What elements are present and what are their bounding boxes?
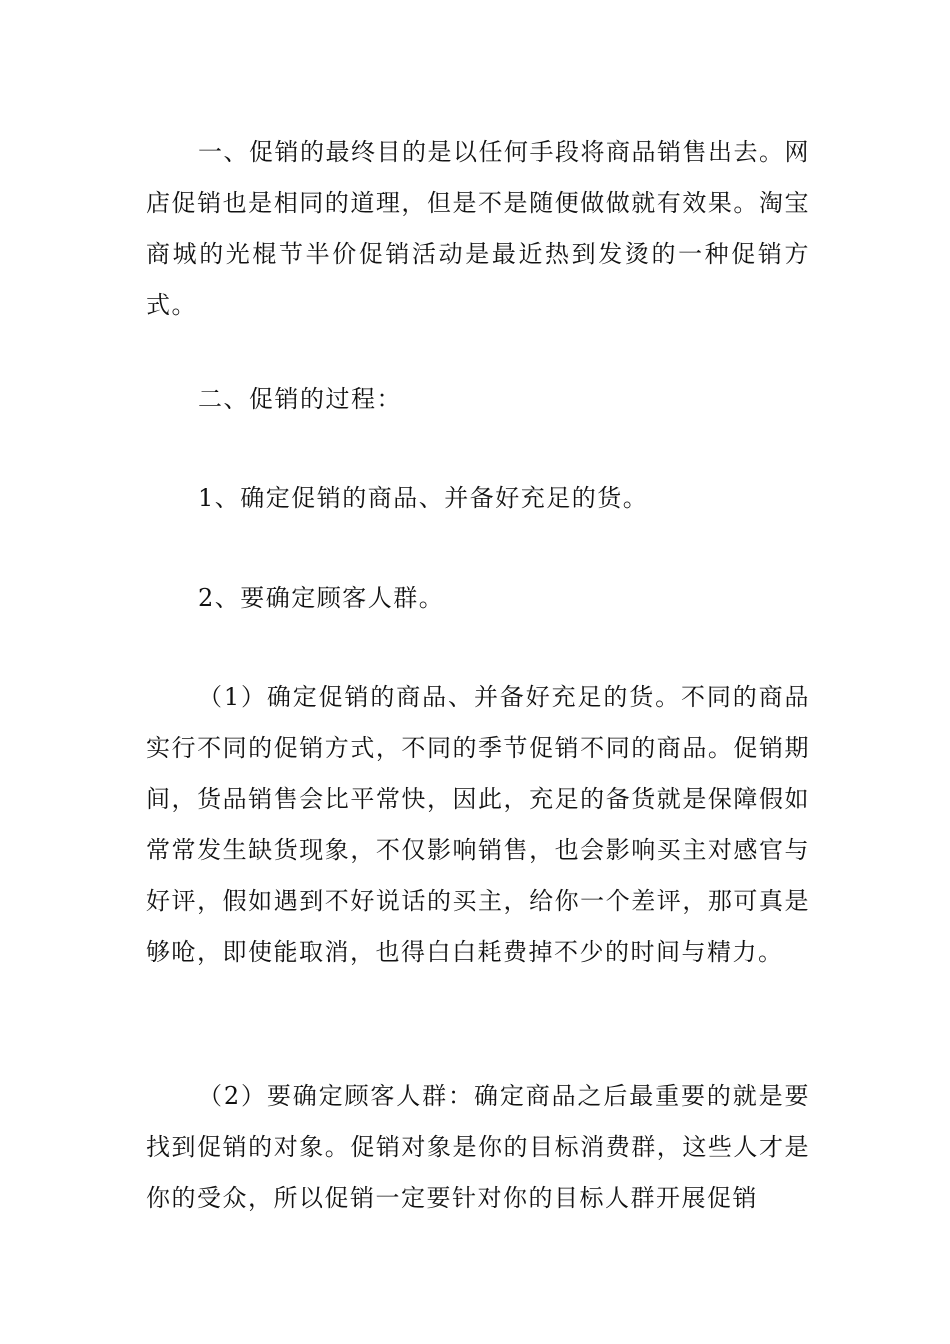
paragraph-step-1-detail: （1）确定促销的商品、并备好充足的货。不同的商品实行不同的促销方式，不同的季节促销不同的商品。促销期间，货品销售会比平常快，因此，充足的备货就是保障假如常常发生缺货现象，不仅影响销售，也会影响买主对感官与好评，假如遇到不好说话的买主，给你一个差评，那可真是够呛，即使能取消，也得白白耗费掉不少的时间与精力。: [146, 683, 810, 966]
paragraph-promotion-purpose: 一、促销的最终目的是以任何手段将商品销售出去。网店促销也是相同的道理，但是不是随便做做就有效果。淘宝商城的光棍节半价促销活动是最近热到发烫的一种促销方式。: [146, 138, 810, 319]
paragraph-step-2-detail: （2）要确定顾客人群：确定商品之后最重要的就是要找到促销的对象。促销对象是你的目标消费群，这些人才是你的受众，所以促销一定要针对你的目标人群开展促销: [146, 1082, 810, 1212]
heading-promotion-process: 二、促销的过程：: [198, 385, 402, 413]
list-item-step-1: 1、确定促销的商品、并备好充足的货。: [198, 484, 649, 512]
list-item-step-2: 2、要确定顾客人群。: [198, 584, 445, 612]
